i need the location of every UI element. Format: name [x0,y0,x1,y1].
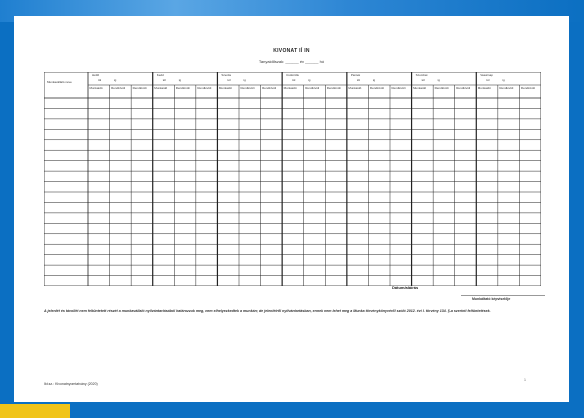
time-label-from: tól [162,78,166,82]
footnote-text: A jelenlét és távollét nem feltüntetett részét a munkavállaló nyilvántartásából határozzuk meg, nem elhelyezkedtek a munkán; de jelenlétről nyilvántartásban, ennek nem lehet meg a Munka törvénykönyvéről szóló 2012. évi I. törvény 134. §-a szerinti feltüntetések. [44,309,491,313]
sub-column-label: Rendkívüli [111,86,126,90]
sub-column-label: Rendkívüli [326,86,341,90]
time-label-to: ig [372,78,376,82]
sub-column-label: Munkaidő [283,86,297,90]
day-column-header: Vasárnap [480,73,493,77]
sub-column-label: Rendkívüli [197,86,212,90]
sub-column-label: Munkaidő [89,86,103,90]
sub-column-label: Rendkívüli [434,86,449,90]
time-label-to: ig [114,78,117,82]
sub-column-label: Rendkívüli [391,86,406,90]
page-number: 1 [524,378,526,382]
time-label-to: ig [502,78,505,82]
time-label-from: tól [486,78,490,82]
yellow-accent [0,404,70,418]
time-label-from: tól [227,78,231,82]
bottom-banner-strip [0,404,584,418]
time-label-to: ig [243,78,246,82]
sub-column-label: Rendkívüli [175,86,190,90]
day-column-header: Péntek [350,73,361,77]
sub-column-label: Rendkívüli [369,86,384,90]
day-column-header: Kedd [156,73,164,77]
sub-column-label: Rendkívüli [240,86,255,90]
first-column-header: Munkavállaló neve [47,80,72,84]
page-footer: Ikt.sz.: Kivonatnyomtatvány (2020) [44,382,98,386]
day-column-header: Hétfő [92,73,100,77]
sub-column-label: Rendkívüli [305,86,320,90]
document-subtitle: Tanyaidőszak: ______ év ______ hó [258,59,325,64]
time-label-from: tól [421,78,425,82]
time-label-to: ig [178,78,182,82]
time-label-from: tól [98,78,102,82]
time-label-to: ig [437,78,440,82]
sub-column-label: Rendkívüli [262,86,277,90]
day-column-header: Szerda [221,73,231,77]
time-label-from: tól [356,78,361,82]
sub-column-label: Munkaidő [348,86,362,90]
document-page [14,16,569,402]
document-title: KIVONAT IÍ IN [273,48,310,54]
time-label-from: tól [292,78,296,82]
day-column-header: Szombat [415,73,428,77]
sub-column-label: Rendkívüli [132,86,147,90]
sub-column-label: Munkaidő [477,86,491,90]
sub-column-label: Munkaidő [413,86,427,90]
day-column-header: Csütörtök [286,73,299,77]
attendance-table [44,72,541,286]
signature-date: Dátum/aláírás [392,285,419,290]
signature-line [461,295,545,296]
sub-column-label: Rendkívüli [456,86,471,90]
signature-label: Munkáltató képviselője [472,297,511,301]
sub-column-label: Munkaidő [154,86,168,90]
sub-column-label: Rendkívüli [520,86,535,90]
sub-column-label: Munkaidő [218,86,232,90]
time-label-to: ig [308,78,311,82]
sub-column-label: Rendkívüli [499,86,514,90]
table-grid-lines [44,72,541,286]
